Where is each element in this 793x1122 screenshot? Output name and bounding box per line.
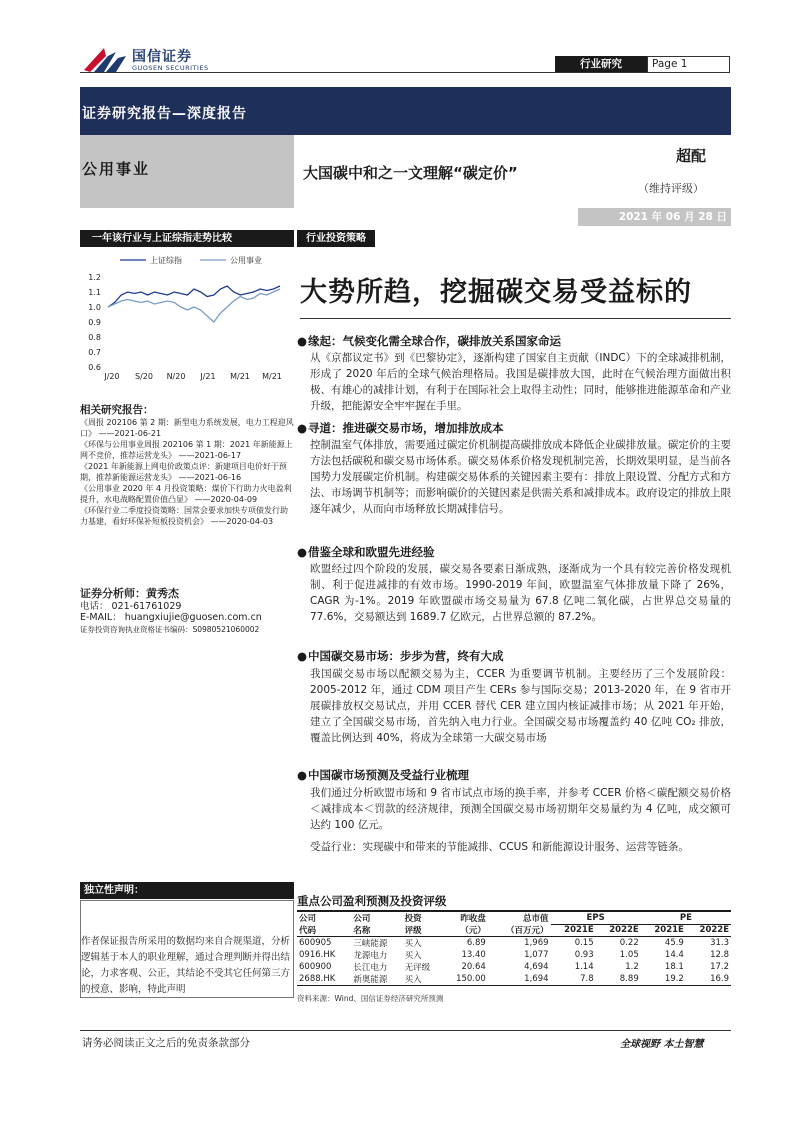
related-report-item[interactable]: 《周报 202106 第 2 期：新型电力系统发展，电力工程迎风口》 ——2021-06-21 [80, 418, 294, 438]
table-source: 资料来源：Wind、国信证券经济研究所预测 [297, 994, 444, 1003]
table-header-pe: PE [641, 911, 731, 924]
bullet-icon: ● [297, 768, 308, 782]
table-header: 2022E [686, 924, 731, 937]
table-header: 2021E [551, 924, 596, 937]
analyst-cert: 证券投资咨询执业资格证书编码：S0980521060002 [80, 624, 260, 634]
y-tick-label: 0.6 [88, 363, 101, 372]
headline: 大势所趋，挖掘碳交易受益标的 [300, 277, 692, 308]
table-header: （元） [442, 924, 487, 937]
section-heading: ●借鉴全球和欧盟先进经验 [297, 545, 435, 559]
series-line [108, 286, 280, 307]
section-body: 我们通过分析欧盟市场和 9 省市试点市场的换手率，并参考 CCER 价格＜碳配额交易价格＜减排成本＜罚款的经济规律，预测全国碳交易市场初期年交易量约为 4 亿吨，成交额可达约 100 亿元。 [310, 787, 731, 831]
y-tick-label: 0.7 [88, 348, 101, 357]
x-tick-label: N/20 [166, 372, 186, 381]
section-body: 我国碳交易市场以配额交易为主，CCER 为重要调节机制。主要经历了三个发展阶段：2005-2012 年，通过 CDM 项目产生 CERs 参与国际交易；2013-2020 年，在 9 省市开展碳排放权交易试点，并用 CCER 替代 CER 建立国内核证减排市场；从 2021 年开始，建立了全国碳交易市场，首先纳入电力行业。全国碳交易市场覆盖约 40 亿吨 CO₂ 排放，覆盖比例达到 40%，将成为全球第一大碳交易市场 [310, 668, 731, 744]
table-header: 评级 [403, 924, 443, 937]
report-date: 2021 年 06 月 28 日 [578, 208, 731, 226]
table-header: 名称 [351, 924, 402, 937]
section-body: 欧盟经过四个阶段的发展，碳交易各要素日渐成熟，逐渐成为一个具有较完善价格发现机制、利于促进减排的有效市场。1990-2019 年间，欧盟温室气体排放量下降了 26%，CAGR 为-1%。2019 年欧盟碳市场交易量为 67.8 亿吨二氧化碳，占世界总交易量的 77.6%，交易额达到 1689.7 亿欧元，占世界总额的 87.2%。 [310, 563, 731, 623]
earnings-forecast-table [297, 910, 731, 986]
rating: 超配 [676, 147, 707, 165]
strategy-tag: 行业投资策略 [297, 230, 375, 247]
table-header: 2021E [641, 924, 686, 937]
section-body: 控制温室气体排放，需要通过碳定价机制提高碳排放成本降低企业碳排放量。碳定价的主要方法包括碳税和碳交易市场体系。碳交易体系价格发现机制完善，长期效果明显，是当前各国势力发展碳定价机制。构建碳交易体系的关键因素主要有：排放上限设置、分配方式和方法、市场调节机制等；而影响碳价的关键因素是供需关系和减排成本。政府设定的排放上限逐年减少，从而向市场释放长期减排信号。 [310, 439, 731, 515]
section-body-2: 受益行业：实现碳中和带来的节能减排、CCUS 和新能源设计服务、运营等链条。 [310, 841, 689, 853]
section-heading: ●中国碳交易市场：步步为营，终有大成 [297, 649, 504, 663]
declaration-title: 独立性声明： [80, 882, 294, 899]
bullet-icon: ● [297, 545, 308, 559]
table-header-eps: EPS [551, 911, 641, 924]
table-row: 600905 三峡能源 买入 6.89 1,969 0.15 0.22 45.9 31.3 [299, 938, 729, 949]
report-category: 证券研究报告—深度报告 [82, 106, 247, 122]
analyst-phone: 电话： 021-61761029 [80, 600, 182, 612]
y-tick-label: 1.2 [88, 273, 101, 282]
related-report-item[interactable]: 《环保行业二季度投资策略：国常会要求加快专项债发行助力基建，看好环保补短板投资机会》 ——2020-04-03 [80, 506, 288, 526]
guosen-logo-icon [82, 44, 128, 74]
y-tick-label: 1.1 [88, 288, 101, 297]
rating-sub: （维持评级） [638, 182, 704, 195]
footer-slogan: 全球视野 本土智慧 [620, 1039, 704, 1050]
related-report-item[interactable]: 《公用事业 2020 年 4 月投资策略：煤价下行助力火电盈利提升，水电战略配置价值凸显》 ——2020-04-09 [80, 484, 292, 504]
footer-rule [80, 1030, 731, 1031]
report-type-tag: 行业研究 [555, 56, 647, 72]
table-header: 代码 [297, 924, 351, 937]
bullet-icon: ● [297, 421, 308, 435]
headline-rule [300, 318, 731, 319]
table-header: 投资 [403, 911, 443, 924]
related-report-item[interactable]: 《2021 年新能源上网电价政策点评：新建项目电价好于预期，推荐新能源运营龙头》 ——2021-06-16 [80, 462, 287, 482]
y-tick-label: 0.9 [88, 318, 101, 327]
related-reports-list [80, 417, 295, 527]
related-reports-title: 相关研究报告： [80, 404, 154, 416]
legend-label: 公用事业 [230, 256, 262, 265]
bullet-icon: ● [297, 649, 308, 663]
x-tick-label: S/20 [135, 372, 153, 381]
header-rule [80, 72, 730, 73]
logo-en-text: GUOSEN SECURITIES [132, 64, 209, 72]
table-row: 2688.HK 新奥能源 买入 150.00 1,694 7.8 8.89 19.2 16.9 [299, 974, 729, 985]
table-row: 0916.HK 龙源电力 买入 13.40 1,077 0.93 1.05 14.4 12.8 [299, 950, 729, 961]
x-tick-label: M/21 [230, 372, 250, 381]
related-report-item[interactable]: 《环保与公用事业周报 202106 第 1 期：2021 年新能源上网不竞价，推荐运营龙头》 ——2021-06-17 [80, 440, 293, 460]
x-tick-label: J/20 [104, 372, 120, 381]
table-title: 重点公司盈利预测及投资评级 [297, 894, 447, 908]
analyst-email[interactable]: E-MAIL： huangxiujie@guosen.com.cn [80, 612, 262, 623]
table-header: 公司 [297, 911, 351, 924]
report-title: 大国碳中和之一文理解“碳定价” [303, 164, 518, 182]
logo-cn-text: 国信证券 [132, 49, 192, 65]
y-tick-label: 1.0 [88, 303, 101, 312]
analyst-name: 证券分析师：黄秀杰 [80, 587, 179, 600]
disclaimer-note: 请务必阅读正文之后的免责条款部分 [82, 1037, 250, 1049]
section-body: 从《京都议定书》到《巴黎协定》，逐渐构建了国家自主贡献（INDC）下的全球减排机制，形成了 2020 年后的全球气候治理格局。我国是碳排放大国，此时在气候治理方面做出积极、有雄心的减排计划，有利于在国际社会上取得主动性；同时，能够推进能源革命和产业升级，把能源安全牢牢握在手里。 [310, 352, 731, 412]
index-comparison-chart [80, 250, 294, 385]
section-heading: ●寻道：推进碳交易市场，增加排放成本 [297, 421, 504, 435]
sector-name: 公用事业 [82, 160, 151, 178]
legend-label: 上证综指 [150, 256, 182, 265]
table-header: 公司 [351, 911, 402, 924]
chart-title: 一年该行业与上证综指走势比较 [80, 230, 294, 247]
bullet-icon: ● [297, 334, 308, 348]
table-header: 2022E [596, 924, 641, 937]
x-tick-label: J/21 [200, 372, 216, 381]
section-heading: ●中国碳市场预测及受益行业梳理 [297, 768, 469, 782]
section-heading: ●缘起：气候变化需全球合作，碳排放关系国家命运 [297, 334, 561, 348]
table-header: 昨收盘 [442, 911, 487, 924]
table-header: （百万元） [488, 924, 551, 937]
table-row: 600900 长江电力 无评级 20.64 4,694 1.14 1.2 18.1 17.2 [299, 962, 729, 973]
x-tick-label: M/21 [262, 372, 282, 381]
y-tick-label: 0.8 [88, 333, 101, 342]
page-number: Page 1 [647, 56, 730, 72]
analyst-info [80, 588, 295, 635]
declaration-text: 作者保证报告所采用的数据均来自合规渠道，分析逻辑基于本人的职业理解，通过合理判断并得出结论，力求客观、公正，其结论不受其它任何第三方的授意、影响，特此声明 [81, 936, 291, 995]
table-header: 总市值 [488, 911, 551, 924]
